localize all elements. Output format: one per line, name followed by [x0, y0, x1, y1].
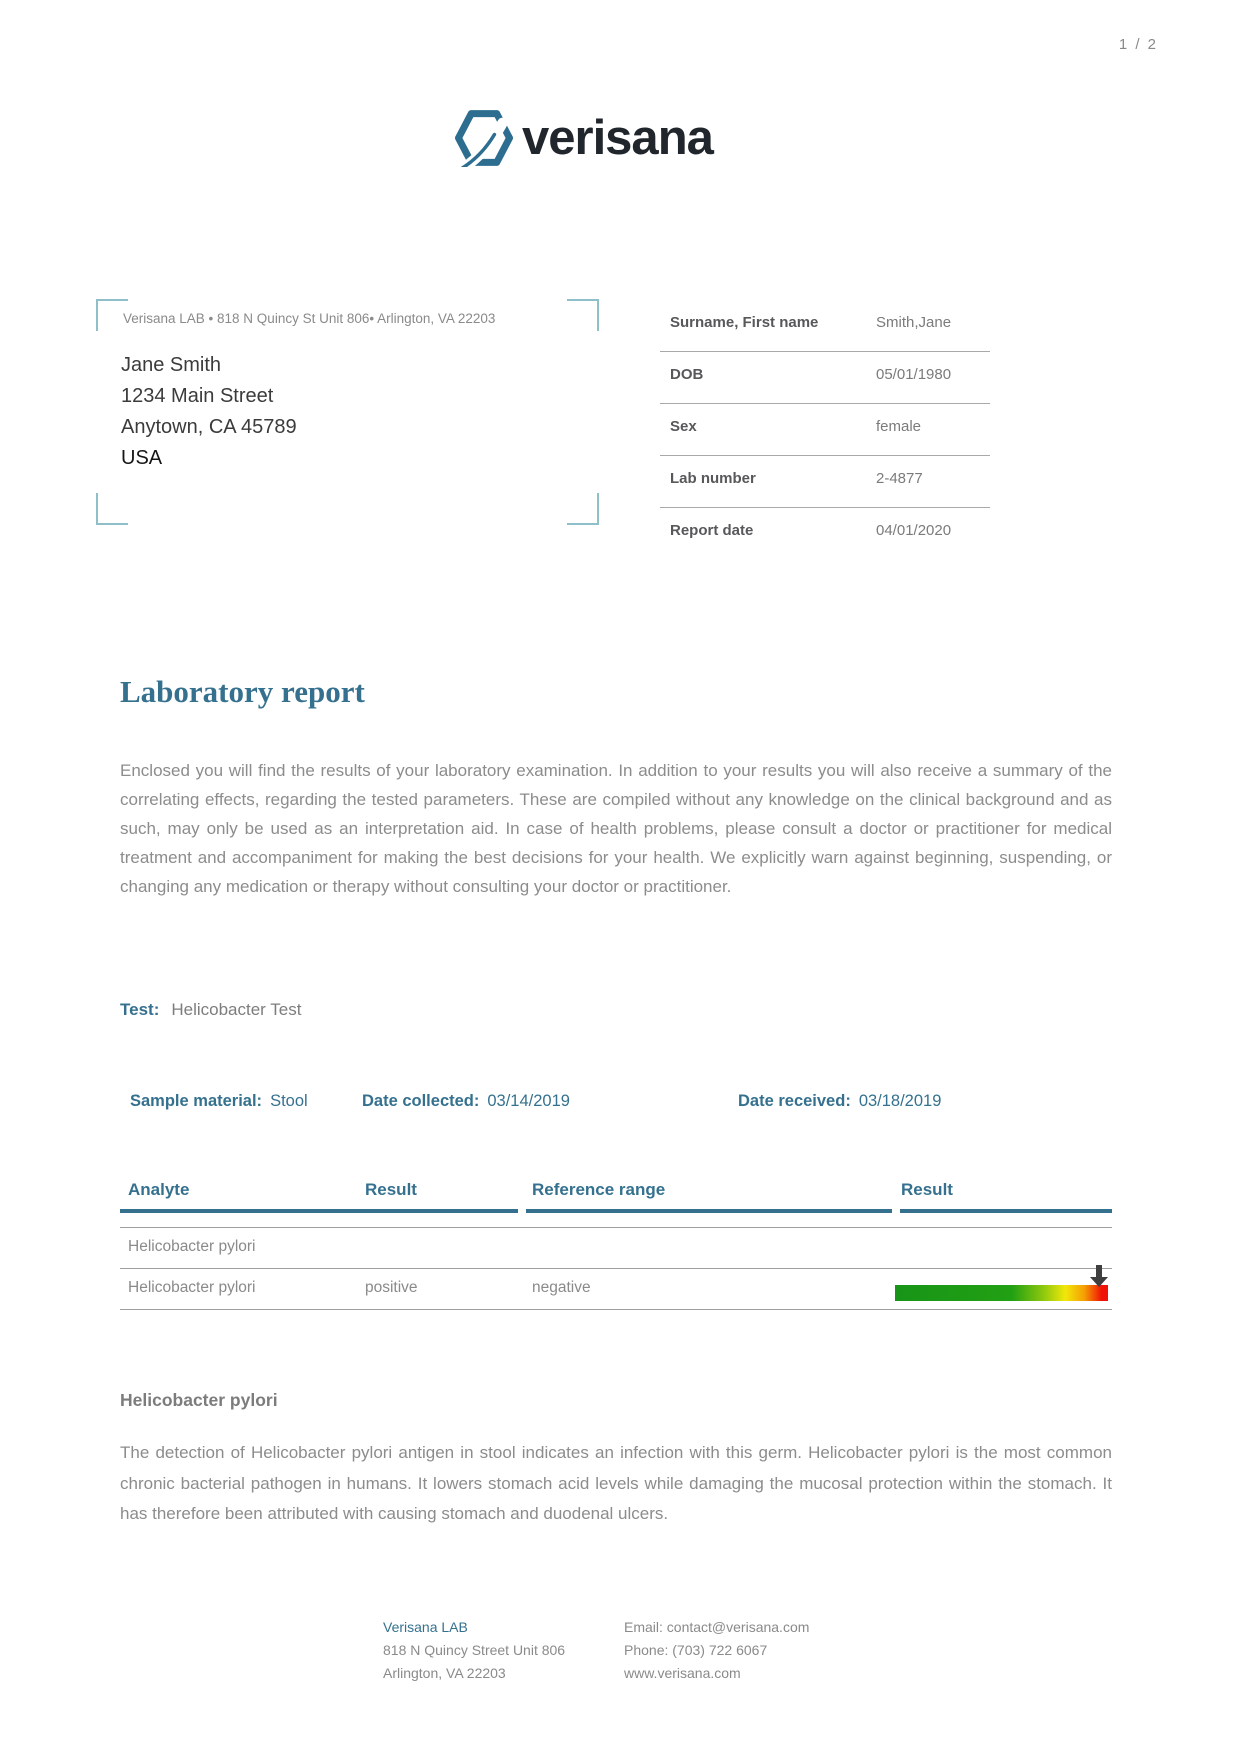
sample-info-line	[120, 1092, 1112, 1116]
info-label: Sex	[670, 418, 697, 435]
footer-phone: Phone: (703) 722 6067	[624, 1642, 768, 1658]
result-marker-arrow-icon	[1090, 1265, 1108, 1287]
report-title: Laboratory report	[120, 674, 365, 709]
verisana-logo	[455, 108, 713, 168]
date-collected	[362, 1092, 570, 1111]
test-label: Test:	[120, 1000, 160, 1019]
info-row-report-date	[660, 508, 990, 560]
corner-mark-bottom-left-icon	[96, 493, 128, 525]
date-received-value: 03/18/2019	[858, 1092, 942, 1110]
recipient-country: USA	[121, 447, 163, 469]
column-header-analyte: Analyte	[128, 1180, 190, 1199]
column-header-result: Result	[365, 1180, 417, 1199]
info-row-surname	[660, 300, 990, 352]
section-title: Helicobacter pylori	[120, 1390, 278, 1410]
column-header-reference-range: Reference range	[532, 1180, 666, 1199]
footer-website: www.verisana.com	[624, 1665, 741, 1681]
cell-result: positive	[365, 1279, 418, 1296]
date-collected-value: 03/14/2019	[487, 1092, 570, 1110]
patient-info-table	[660, 300, 990, 560]
test-line	[120, 1000, 301, 1020]
info-value: 2-4877	[876, 470, 923, 487]
footer-lab-address	[383, 1616, 565, 1685]
row-divider	[120, 1227, 1112, 1228]
recipient-street: 1234 Main Street	[121, 385, 274, 407]
footer-address-line1: 818 N Quincy Street Unit 806	[383, 1642, 566, 1658]
cell-analyte: Helicobacter pylori	[128, 1279, 256, 1296]
cell-reference-range: negative	[532, 1279, 591, 1296]
column-header-result-graphic: Result	[901, 1180, 953, 1199]
info-label: DOB	[670, 366, 704, 383]
header-underline	[526, 1209, 892, 1213]
header-underline	[900, 1209, 1112, 1213]
result-scale-bar	[895, 1285, 1108, 1301]
date-received-label: Date received:	[738, 1092, 851, 1110]
info-row-lab-number	[660, 456, 990, 508]
sample-material-label: Sample material:	[130, 1092, 263, 1110]
recipient-address	[121, 350, 297, 474]
table-group-row: Helicobacter pylori	[128, 1238, 256, 1255]
corner-mark-bottom-right-icon	[567, 493, 599, 525]
info-value: female	[876, 418, 922, 435]
info-row-dob	[660, 352, 990, 404]
info-label: Surname, First name	[670, 314, 819, 331]
footer-address-line2: Arlington, VA 22203	[383, 1665, 506, 1681]
corner-mark-top-right-icon	[567, 299, 599, 331]
footer-email: Email: contact@verisana.com	[624, 1619, 810, 1635]
sample-material-value: Stool	[270, 1092, 308, 1110]
info-label: Lab number	[670, 470, 756, 487]
results-table	[120, 1170, 1112, 1320]
sender-line: Verisana LAB • 818 N Quincy St Unit 806• Arlington, VA 22203	[123, 311, 496, 326]
info-value: 05/01/1980	[876, 366, 952, 383]
report-intro: Enclosed you will find the results of your laboratory examination. In addition to your results you will also receive a summary of the correlating effects, regarding the tested parameters. These are compiled without any knowledge on the clinical background and as such, may only be used as an interpretation aid. In case of health problems, please consult a doctor or practitioner for medical treatment and accompaniment for making the best decisions for your health. We explicitly warn against beginning, suspending, or changing any medication or therapy without consulting your doctor or practitioner.	[120, 761, 1112, 896]
verisana-logo-icon	[455, 109, 513, 167]
page-number: 1 / 2	[1118, 36, 1158, 53]
info-label: Report date	[670, 522, 754, 539]
verisana-logo-text: verisana	[522, 111, 713, 165]
info-value: Smith,Jane	[876, 314, 952, 331]
footer-lab-name: Verisana LAB	[383, 1619, 468, 1635]
row-divider	[120, 1309, 1112, 1310]
recipient-name: Jane Smith	[121, 354, 222, 376]
date-received	[738, 1092, 941, 1111]
date-collected-label: Date collected:	[362, 1092, 480, 1110]
row-divider	[120, 1268, 1112, 1269]
section-body: The detection of Helicobacter pylori antigen in stool indicates an infection with this germ. Helicobacter pylori is the most common chronic bacterial pathogen in humans. It lowers stomach acid levels while damaging the mucosal protection within the stomach. It has therefore been attributed with causing stomach and duodenal ulcers.	[120, 1443, 1112, 1523]
header-underline	[120, 1209, 518, 1213]
info-row-sex	[660, 404, 990, 456]
sample-material	[130, 1092, 308, 1111]
test-value: Helicobacter Test	[171, 1000, 302, 1019]
footer-contact	[624, 1616, 809, 1685]
recipient-city: Anytown, CA 45789	[121, 416, 297, 438]
info-value: 04/01/2020	[876, 522, 952, 539]
